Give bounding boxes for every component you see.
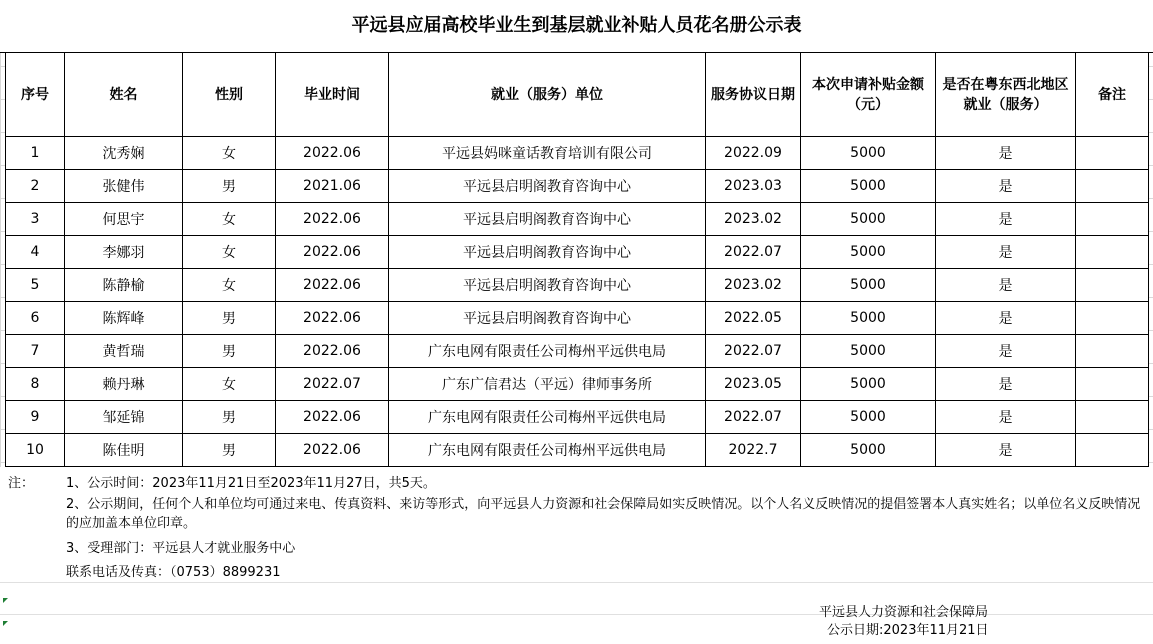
signature-date[interactable]: 公示日期:2023年11月21日 (827, 623, 989, 638)
cell-gender[interactable]: 女 (183, 368, 276, 401)
table-row (6, 236, 1149, 269)
cell-name[interactable]: 陈静榆 (65, 269, 183, 302)
cell-employer[interactable]: 广东电网有限责任公司梅州平远供电局 (389, 335, 706, 368)
cell-agreement-date[interactable]: 2023.02 (706, 269, 801, 302)
cell-gender[interactable]: 男 (183, 302, 276, 335)
cell-agreement-date[interactable]: 2022.07 (706, 401, 801, 434)
cell-name[interactable]: 李娜羽 (65, 236, 183, 269)
table-row (6, 269, 1149, 302)
cell-agreement-date[interactable]: 2022.09 (706, 137, 801, 170)
cell-region[interactable]: 是 (936, 236, 1076, 269)
cell-index[interactable]: 3 (6, 203, 65, 236)
cell-subsidy-amount[interactable]: 5000 (801, 137, 936, 170)
cell-gender[interactable]: 男 (183, 434, 276, 467)
cell-index[interactable]: 7 (6, 335, 65, 368)
cell-remarks[interactable] (1076, 401, 1149, 434)
header-cell-graduation[interactable]: 毕业时间 (276, 53, 389, 137)
cell-subsidy-amount[interactable]: 5000 (801, 401, 936, 434)
cell-agreement-date[interactable]: 2022.07 (706, 335, 801, 368)
cell-name[interactable]: 陈佳明 (65, 434, 183, 467)
table-header-row (6, 53, 1149, 137)
table-row (6, 368, 1149, 401)
cell-employer[interactable]: 平远县妈咪童话教育培训有限公司 (389, 137, 706, 170)
table-row (6, 137, 1149, 170)
table-row (6, 302, 1149, 335)
header-cell-agreement-date[interactable]: 服务协议日期 (706, 53, 801, 137)
cell-subsidy-amount[interactable]: 5000 (801, 203, 936, 236)
note-feedback[interactable]: 2、公示期间，任何个人和单位均可通过来电、传真资料、来访等形式，向平远县人力资源和社会保障局如实反映情况。以个人名义反映情况的提倡签署本人真实姓名；以单位名义反映情况的应加盖本单位印章。 (66, 497, 1141, 531)
cell-subsidy-amount[interactable]: 5000 (801, 302, 936, 335)
grid-line (0, 582, 1153, 583)
cell-gender[interactable]: 男 (183, 170, 276, 203)
cell-remarks[interactable] (1076, 434, 1149, 467)
cell-graduation[interactable]: 2022.06 (276, 434, 389, 467)
cell-remarks[interactable] (1076, 335, 1149, 368)
cell-employer[interactable]: 平远县启明阁教育咨询中心 (389, 269, 706, 302)
header-cell-name[interactable]: 姓名 (65, 53, 183, 137)
cell-name[interactable]: 邹延锦 (65, 401, 183, 434)
cell-region[interactable]: 是 (936, 335, 1076, 368)
cell-name[interactable]: 张健伟 (65, 170, 183, 203)
cell-name[interactable]: 赖丹琳 (65, 368, 183, 401)
cell-index[interactable]: 4 (6, 236, 65, 269)
note-department[interactable]: 3、受理部门：平远县人才就业服务中心 (66, 541, 296, 556)
page-title[interactable]: 平远县应届高校毕业生到基层就业补贴人员花名册公示表 (0, 0, 1153, 53)
header-cell-subsidy-amount[interactable]: 本次申请补贴金额（元） (801, 53, 936, 137)
cell-remarks[interactable] (1076, 269, 1149, 302)
cell-region[interactable]: 是 (936, 269, 1076, 302)
roster-table (5, 52, 1149, 467)
cell-remarks[interactable] (1076, 203, 1149, 236)
cell-subsidy-amount[interactable]: 5000 (801, 368, 936, 401)
cell-gender[interactable]: 女 (183, 269, 276, 302)
cell-agreement-date[interactable]: 2023.05 (706, 368, 801, 401)
cell-graduation[interactable]: 2022.06 (276, 203, 389, 236)
cell-subsidy-amount[interactable]: 5000 (801, 236, 936, 269)
cell-name[interactable]: 何思宇 (65, 203, 183, 236)
cell-index[interactable]: 9 (6, 401, 65, 434)
table-row (6, 401, 1149, 434)
cell-index[interactable]: 8 (6, 368, 65, 401)
cell-employer[interactable]: 平远县启明阁教育咨询中心 (389, 236, 706, 269)
cell-graduation[interactable]: 2022.07 (276, 368, 389, 401)
cell-remarks[interactable] (1076, 236, 1149, 269)
cell-agreement-date[interactable]: 2022.7 (706, 434, 801, 467)
cell-gender[interactable]: 女 (183, 203, 276, 236)
notes-label[interactable]: 注： (8, 476, 35, 491)
notes-section (0, 467, 1153, 644)
cell-region[interactable]: 是 (936, 434, 1076, 467)
cell-index[interactable]: 2 (6, 170, 65, 203)
signature-organization[interactable]: 平远县人力资源和社会保障局 (819, 605, 989, 620)
cell-graduation[interactable]: 2022.06 (276, 269, 389, 302)
header-cell-index[interactable]: 序号 (6, 53, 65, 137)
cell-region[interactable]: 是 (936, 302, 1076, 335)
cell-gender[interactable]: 男 (183, 401, 276, 434)
cell-employer[interactable]: 广东电网有限责任公司梅州平远供电局 (389, 401, 706, 434)
cell-graduation[interactable]: 2021.06 (276, 170, 389, 203)
cell-marker-icon (3, 621, 8, 626)
cell-remarks[interactable] (1076, 137, 1149, 170)
cell-name[interactable]: 沈秀娴 (65, 137, 183, 170)
cell-subsidy-amount[interactable]: 5000 (801, 170, 936, 203)
cell-region[interactable]: 是 (936, 170, 1076, 203)
cell-graduation[interactable]: 2022.06 (276, 302, 389, 335)
cell-remarks[interactable] (1076, 368, 1149, 401)
cell-region[interactable]: 是 (936, 368, 1076, 401)
cell-gender[interactable]: 女 (183, 236, 276, 269)
table-row (6, 170, 1149, 203)
cell-graduation[interactable]: 2022.06 (276, 137, 389, 170)
cell-region[interactable]: 是 (936, 137, 1076, 170)
cell-agreement-date[interactable]: 2023.02 (706, 203, 801, 236)
note-publicity-period[interactable]: 1、公示时间：2023年11月21日至2023年11月27日，共5天。 (66, 476, 436, 491)
cell-agreement-date[interactable]: 2022.07 (706, 236, 801, 269)
cell-subsidy-amount[interactable]: 5000 (801, 335, 936, 368)
table-row (6, 434, 1149, 467)
cell-graduation[interactable]: 2022.06 (276, 236, 389, 269)
header-cell-gender[interactable]: 性别 (183, 53, 276, 137)
cell-index[interactable]: 1 (6, 137, 65, 170)
header-cell-employer[interactable]: 就业（服务）单位 (389, 53, 706, 137)
cell-employer[interactable]: 平远县启明阁教育咨询中心 (389, 203, 706, 236)
cell-graduation[interactable]: 2022.06 (276, 335, 389, 368)
table-row (6, 203, 1149, 236)
cell-index[interactable]: 10 (6, 434, 65, 467)
cell-subsidy-amount[interactable]: 5000 (801, 434, 936, 467)
cell-agreement-date[interactable]: 2023.03 (706, 170, 801, 203)
cell-gender[interactable]: 女 (183, 137, 276, 170)
cell-index[interactable]: 5 (6, 269, 65, 302)
cell-region[interactable]: 是 (936, 401, 1076, 434)
cell-employer[interactable]: 广东电网有限责任公司梅州平远供电局 (389, 434, 706, 467)
cell-employer[interactable]: 平远县启明阁教育咨询中心 (389, 302, 706, 335)
header-cell-remarks[interactable]: 备注 (1076, 53, 1149, 137)
cell-name[interactable]: 黄哲瑞 (65, 335, 183, 368)
cell-marker-icon (3, 598, 8, 603)
header-cell-region[interactable]: 是否在粤东西北地区就业（服务） (936, 53, 1076, 137)
cell-remarks[interactable] (1076, 170, 1149, 203)
cell-graduation[interactable]: 2022.06 (276, 401, 389, 434)
cell-gender[interactable]: 男 (183, 335, 276, 368)
cell-remarks[interactable] (1076, 302, 1149, 335)
cell-employer[interactable]: 广东广信君达（平远）律师事务所 (389, 368, 706, 401)
cell-region[interactable]: 是 (936, 203, 1076, 236)
cell-name[interactable]: 陈辉峰 (65, 302, 183, 335)
note-contact[interactable]: 联系电话及传真：（0753）8899231 (66, 565, 281, 580)
table-row (6, 335, 1149, 368)
cell-employer[interactable]: 平远县启明阁教育咨询中心 (389, 170, 706, 203)
cell-index[interactable]: 6 (6, 302, 65, 335)
cell-subsidy-amount[interactable]: 5000 (801, 269, 936, 302)
cell-agreement-date[interactable]: 2022.05 (706, 302, 801, 335)
